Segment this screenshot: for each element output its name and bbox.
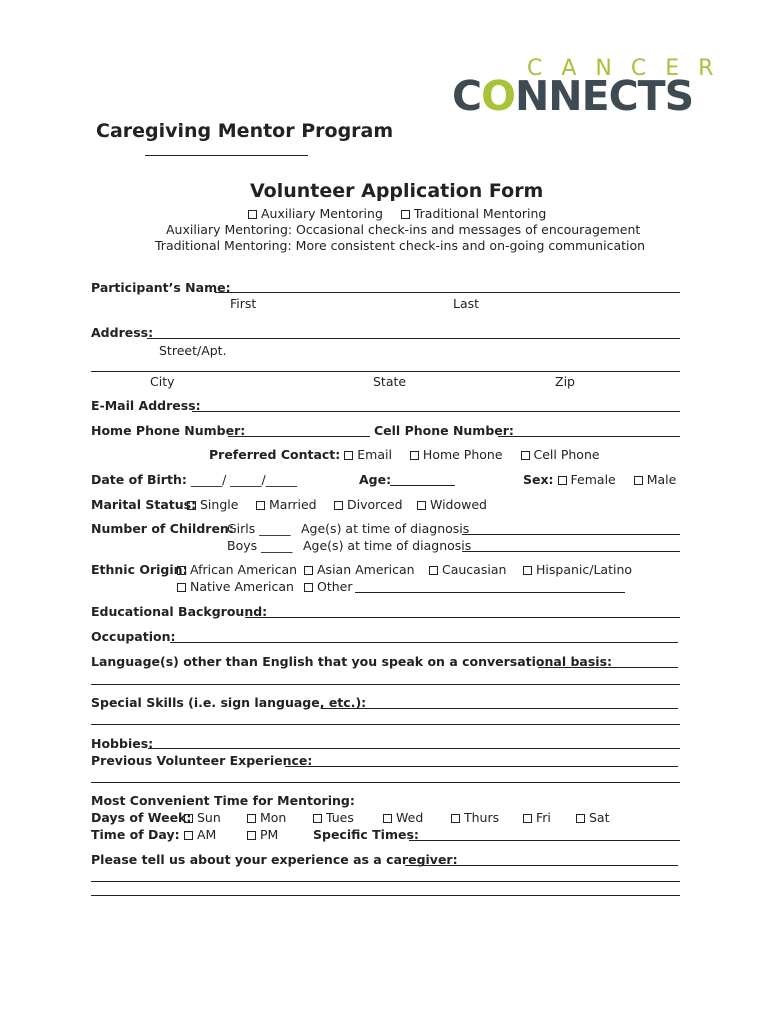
- ethnic-asian-american-option[interactable]: Asian American: [304, 562, 415, 577]
- cell-phone-field[interactable]: [498, 436, 680, 437]
- day-thurs-option[interactable]: Thurs: [451, 810, 499, 825]
- zip-caption: Zip: [555, 374, 575, 389]
- sex-female-option[interactable]: Female: [558, 472, 616, 487]
- street-caption: Street/Apt.: [159, 343, 227, 358]
- checkbox-icon[interactable]: [558, 476, 567, 485]
- age-label: Age:: [359, 472, 392, 487]
- ethnic-other-field[interactable]: [355, 592, 625, 593]
- last-caption: Last: [453, 296, 480, 311]
- languages-field[interactable]: [538, 667, 678, 668]
- city-caption: City: [150, 374, 175, 389]
- occupation-field[interactable]: [170, 642, 678, 643]
- boys-age-diagnosis-field[interactable]: [462, 551, 680, 552]
- logo-tagline: CANCER: [527, 56, 733, 81]
- previous-experience-field[interactable]: [285, 766, 678, 767]
- boys-field[interactable]: Boys _____: [227, 538, 293, 553]
- street-field[interactable]: [147, 338, 680, 339]
- checkbox-icon[interactable]: [313, 814, 322, 823]
- girls-field[interactable]: Girls _____: [227, 521, 291, 536]
- checkbox-icon[interactable]: [634, 476, 643, 485]
- city-state-zip-field[interactable]: [91, 371, 680, 372]
- children-label: Number of Children:: [91, 521, 234, 536]
- skills-field[interactable]: [322, 708, 678, 709]
- checkbox-icon[interactable]: [523, 814, 532, 823]
- boys-age-diagnosis-label: Age(s) at time of diagnosis: [303, 538, 472, 553]
- languages-field-2[interactable]: [91, 684, 680, 685]
- ethnic-hispanic-option[interactable]: Hispanic/Latino: [523, 562, 632, 577]
- checkbox-icon[interactable]: [248, 210, 257, 219]
- checkbox-icon[interactable]: [177, 583, 186, 592]
- ethnic-label: Ethnic Origin:: [91, 562, 188, 577]
- checkbox-icon[interactable]: [247, 831, 256, 840]
- ethnic-caucasian-option[interactable]: Caucasian: [429, 562, 506, 577]
- education-field[interactable]: [245, 617, 680, 618]
- email-label: E-Mail Address:: [91, 398, 201, 413]
- sex-row: [523, 472, 676, 487]
- cell-phone-label: Cell Phone Number:: [374, 423, 514, 438]
- home-phone-field[interactable]: [228, 436, 370, 437]
- skills-field-2[interactable]: [91, 724, 680, 725]
- participant-field[interactable]: [215, 292, 680, 293]
- caregiver-experience-field[interactable]: [405, 865, 678, 866]
- caregiver-experience-field-2[interactable]: [91, 881, 680, 882]
- girls-age-diagnosis-label: Age(s) at time of diagnosis: [301, 521, 470, 536]
- checkbox-icon[interactable]: [304, 583, 313, 592]
- checkbox-icon[interactable]: [429, 566, 438, 575]
- dob-label: Date of Birth:: [91, 472, 187, 487]
- specific-times-field[interactable]: [409, 840, 680, 841]
- checkbox-icon[interactable]: [247, 814, 256, 823]
- hobbies-label: Hobbies:: [91, 736, 154, 751]
- skills-label: Special Skills (i.e. sign language, etc.):: [91, 695, 367, 710]
- preferred-contact-label: Preferred Contact:: [209, 447, 341, 462]
- checkbox-icon[interactable]: [417, 501, 426, 510]
- ethnic-other-option[interactable]: Other: [304, 579, 353, 594]
- day-fri-option[interactable]: Fri: [523, 810, 551, 825]
- program-title: Caregiving Mentor Program: [96, 120, 394, 142]
- marital-married-option[interactable]: Married: [256, 497, 317, 512]
- first-caption: First: [230, 296, 257, 311]
- pref-home-phone-option[interactable]: Home Phone: [410, 447, 503, 462]
- participant-label: Participant’s Name:: [91, 280, 231, 295]
- home-phone-label: Home Phone Number:: [91, 423, 246, 438]
- form-title: Volunteer Application Form: [250, 180, 544, 202]
- sex-label: Sex:: [523, 472, 554, 487]
- marital-single-option[interactable]: Single: [187, 497, 238, 512]
- address-label: Address:: [91, 325, 154, 340]
- logo: [452, 72, 693, 120]
- checkbox-icon[interactable]: [344, 451, 353, 460]
- time-am-option[interactable]: AM: [184, 827, 216, 842]
- checkbox-icon[interactable]: [451, 814, 460, 823]
- occupation-label: Occupation:: [91, 629, 176, 644]
- education-label: Educational Background:: [91, 604, 268, 619]
- marital-label: Marital Status:: [91, 497, 197, 512]
- checkbox-icon[interactable]: [523, 566, 532, 575]
- specific-times-label: Specific Times:: [313, 827, 419, 842]
- checkbox-icon[interactable]: [410, 451, 419, 460]
- checkbox-icon[interactable]: [256, 501, 265, 510]
- girls-age-diagnosis-field[interactable]: [462, 534, 680, 535]
- checkbox-icon[interactable]: [177, 566, 186, 575]
- dob-row: [91, 472, 297, 487]
- logo-o: O: [481, 72, 515, 120]
- email-field[interactable]: [192, 411, 680, 412]
- ethnic-african-american-option[interactable]: African American: [177, 562, 297, 577]
- state-caption: State: [373, 374, 407, 389]
- languages-label: Language(s) other than English that you speak on a conversational basis:: [91, 654, 613, 669]
- preferred-contact-row: [209, 447, 600, 462]
- checkbox-icon[interactable]: [187, 501, 196, 510]
- logo-c: C: [452, 72, 482, 120]
- checkbox-icon[interactable]: [383, 814, 392, 823]
- checkbox-icon[interactable]: [334, 501, 343, 510]
- hobbies-field[interactable]: [148, 748, 680, 749]
- checkbox-icon[interactable]: [184, 814, 193, 823]
- sex-male-option[interactable]: Male: [634, 472, 677, 487]
- previous-experience-label: Previous Volunteer Experience:: [91, 753, 313, 768]
- pref-cell-phone-option[interactable]: Cell Phone: [521, 447, 600, 462]
- ethnic-native-american-option[interactable]: Native American: [177, 579, 294, 594]
- checkbox-icon[interactable]: [401, 210, 410, 219]
- day-tues-option[interactable]: Tues: [313, 810, 354, 825]
- marital-widowed-option[interactable]: Widowed: [417, 497, 487, 512]
- caregiver-experience-field-3[interactable]: [91, 895, 680, 896]
- day-sat-option[interactable]: Sat: [576, 810, 610, 825]
- checkbox-icon[interactable]: [576, 814, 585, 823]
- dob-field[interactable]: _____/ _____/_____: [190, 472, 297, 487]
- day-sun-option[interactable]: Sun: [184, 810, 221, 825]
- traditional-option[interactable]: Traditional Mentoring: [401, 206, 546, 221]
- pref-email-option[interactable]: Email: [344, 447, 392, 462]
- traditional-description: Traditional Mentoring: More consistent check-ins and on-going communication: [155, 238, 646, 253]
- checkbox-icon[interactable]: [184, 831, 193, 840]
- mentoring-type-options: [248, 206, 546, 221]
- title-underline: [145, 155, 308, 156]
- auxiliary-option[interactable]: Auxiliary Mentoring: [248, 206, 383, 221]
- day-mon-option[interactable]: Mon: [247, 810, 286, 825]
- day-wed-option[interactable]: Wed: [383, 810, 423, 825]
- marital-divorced-option[interactable]: Divorced: [334, 497, 403, 512]
- days-label: Days of Week:: [91, 810, 192, 825]
- checkbox-icon[interactable]: [521, 451, 530, 460]
- logo-rest: NNECTS: [514, 72, 694, 120]
- time-pm-option[interactable]: PM: [247, 827, 278, 842]
- checkbox-icon[interactable]: [304, 566, 313, 575]
- time-of-day-label: Time of Day:: [91, 827, 180, 842]
- age-field[interactable]: [390, 485, 455, 486]
- caregiver-experience-label: Please tell us about your experience as a caregiver:: [91, 852, 458, 867]
- previous-experience-field-2[interactable]: [91, 782, 680, 783]
- convenient-time-label: Most Convenient Time for Mentoring:: [91, 793, 355, 808]
- auxiliary-description: Auxiliary Mentoring: Occasional check-ins and messages of encouragement: [166, 222, 641, 237]
